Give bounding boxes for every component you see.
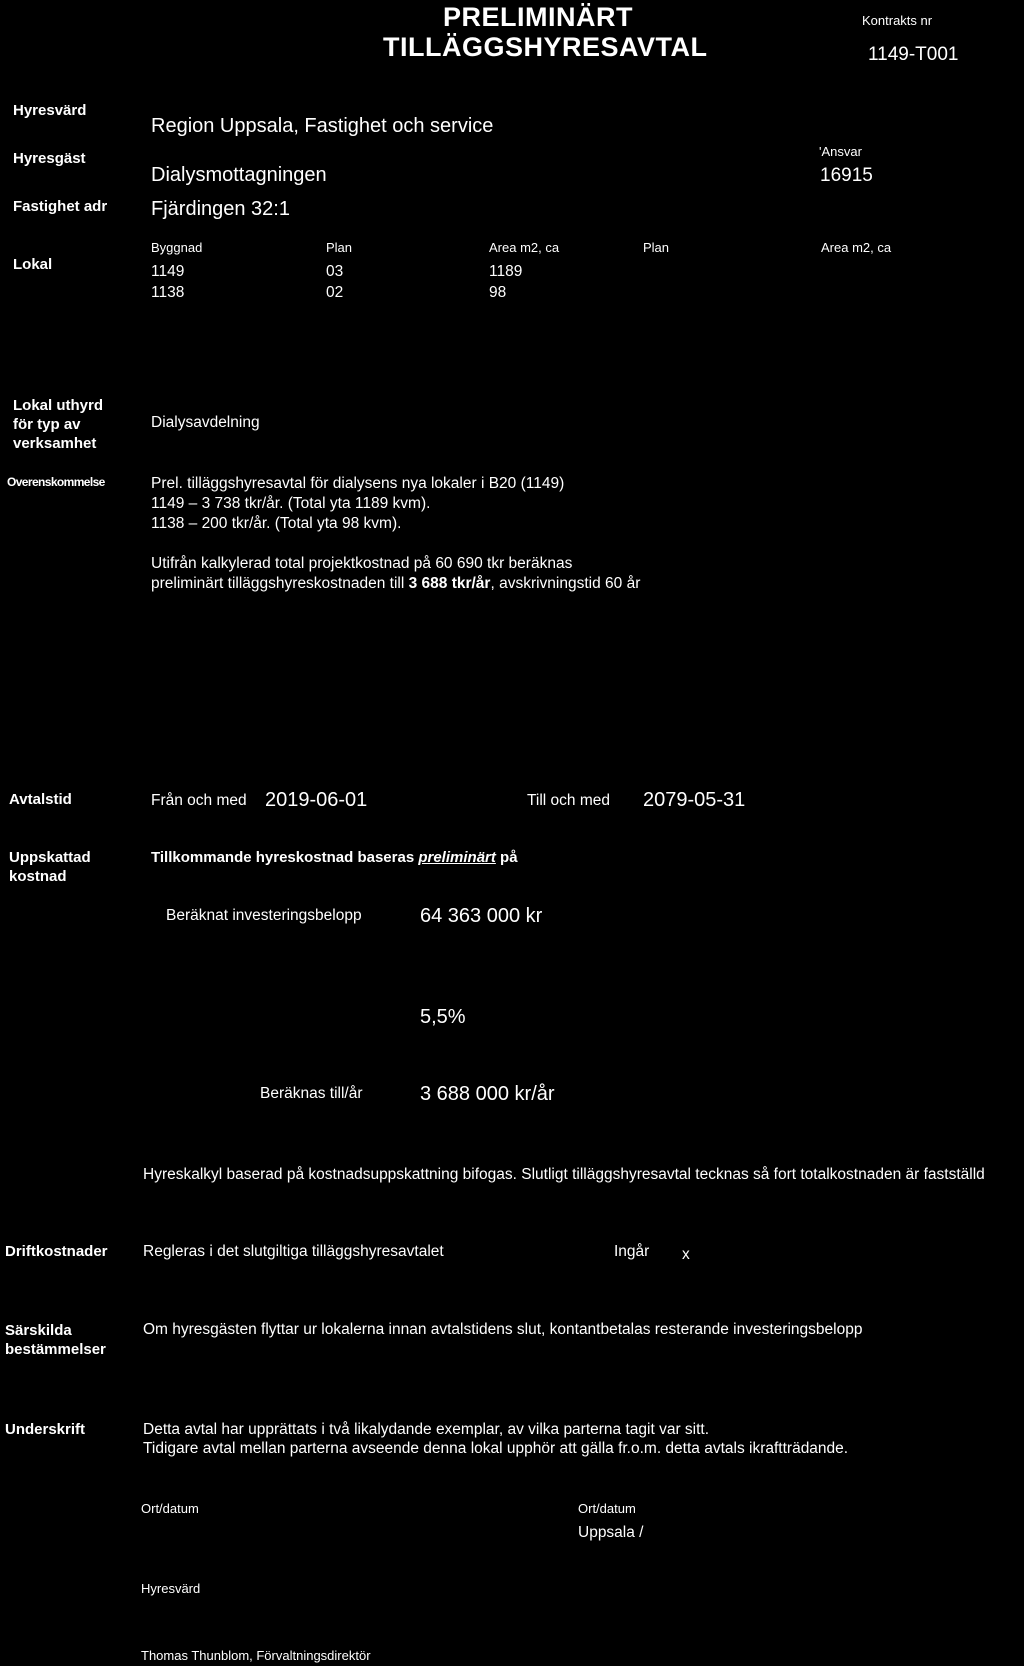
term-to-label: Till och med: [527, 792, 610, 809]
cost-intro: [151, 849, 518, 866]
agreement-line-3: 1138 – 200 tkr/år. (Total yta 98 kvm).: [151, 515, 402, 532]
contract-number: 1149-T001: [868, 44, 959, 65]
interest-rate: 5,5%: [420, 1006, 466, 1028]
investment-label: Beräknat investeringsbelopp: [166, 907, 362, 924]
premises-header-area-2: Area m2, ca: [821, 240, 892, 255]
landlord-label: Hyresvärd: [13, 102, 87, 119]
agreement-paragraph-line-1: Utifrån kalkylerad total projektkostnad på 60 690 tkr beräknas: [151, 555, 573, 572]
term-from-label: Från och med: [151, 792, 247, 809]
place-date-value-right: Uppsala /: [578, 1524, 644, 1541]
cost-label: Uppskattad kostnad: [9, 849, 91, 885]
cost-note: Hyreskalkyl baserad på kostnadsuppskattning bifogas. Slutligt tilläggshyresavtal tecknas så fort totalkostnaden är fastställd: [143, 1166, 985, 1183]
premises-row-2-floor: 02: [326, 284, 344, 301]
signature-line-2: Tidigare avtal mellan parterna avseende denna lokal upphör att gälla fr.o.m. detta avtals ikraftträdande.: [143, 1440, 849, 1457]
signature-line-1: Detta avtal har upprättats i två likalydande exemplar, av vilka parterna tagit var sitt.: [143, 1421, 710, 1438]
usage-value: Dialysavdelning: [151, 414, 260, 431]
document-title-line2: TILLÄGGSHYRESAVTAL: [383, 32, 708, 62]
usage-label: Lokal uthyrd för typ av verksamhet: [13, 397, 104, 452]
premises-label: Lokal: [13, 256, 53, 273]
agreement-paragraph-line-2: [151, 575, 640, 593]
place-date-label-right: Ort/datum: [578, 1501, 636, 1516]
agreement-paragraph-text: preliminärt tilläggshyreskostnaden till: [151, 575, 409, 592]
agreement-line-1: Prel. tilläggshyresavtal för dialysens nya lokaler i B20 (1149): [151, 475, 565, 492]
premises-header-floor-2: Plan: [643, 240, 670, 255]
cost-intro-emphasis: preliminärt: [418, 849, 496, 866]
premises-row-1-area: 1189: [489, 263, 523, 280]
premises-header-area: Area m2, ca: [489, 240, 560, 255]
tenant-label: Hyresgäst: [13, 150, 86, 167]
responsibility-label: 'Ansvar: [819, 144, 862, 159]
operating-value: Regleras i det slutgiltiga tilläggshyresavtalet: [143, 1243, 444, 1260]
premises-header-floor: Plan: [326, 240, 353, 255]
document-title-line1: PRELIMINÄRT: [443, 2, 633, 32]
annual-cost-label: Beräknas till/år: [260, 1085, 363, 1102]
premises-row-2-building: 1138: [151, 284, 185, 301]
premises-row-1-building: 1149: [151, 263, 185, 280]
special-label: Särskilda bestämmelser: [5, 1322, 106, 1358]
property-value: Fjärdingen 32:1: [151, 198, 290, 220]
term-to-value: 2079-05-31: [643, 789, 746, 811]
agreement-line-2: 1149 – 3 738 tkr/år. (Total yta 1189 kvm).: [151, 495, 431, 512]
operating-included-label: Ingår: [614, 1243, 650, 1260]
cost-intro-text: Tillkommande hyreskostnad baseras: [151, 849, 419, 866]
operating-included-mark: x: [682, 1246, 690, 1263]
tenant-value: Dialysmottagningen: [151, 164, 327, 186]
signature-label: Underskrift: [5, 1421, 86, 1438]
landlord-value: Region Uppsala, Fastighet och service: [151, 115, 494, 137]
property-label: Fastighet adr: [13, 198, 108, 215]
term-from-value: 2019-06-01: [265, 789, 368, 811]
agreement-paragraph-amount: 3 688 tkr/år: [408, 575, 491, 592]
signatory-name: Thomas Thunblom, Förvaltningsdirektör: [141, 1648, 371, 1663]
landlord-signature-label: Hyresvärd: [141, 1581, 201, 1596]
cost-intro-tail: på: [495, 849, 518, 866]
special-value: Om hyresgästen flyttar ur lokalerna innan avtalstidens slut, kontantbetalas resterande investeringsbelopp: [143, 1321, 863, 1338]
premises-row-1-floor: 03: [326, 263, 344, 280]
contract-number-label: Kontrakts nr: [862, 13, 933, 28]
agreement-label: Overenskommelse: [7, 475, 105, 489]
place-date-label-left: Ort/datum: [141, 1501, 199, 1516]
agreement-paragraph-tail: , avskrivningstid 60 år: [490, 575, 641, 592]
operating-label: Driftkostnader: [5, 1243, 108, 1260]
premises-header-building: Byggnad: [151, 240, 203, 255]
investment-value: 64 363 000 kr: [420, 905, 543, 927]
annual-cost-value: 3 688 000 kr/år: [420, 1083, 555, 1105]
responsibility-value: 16915: [820, 165, 873, 186]
term-label: Avtalstid: [9, 791, 72, 808]
premises-row-2-area: 98: [489, 284, 507, 301]
